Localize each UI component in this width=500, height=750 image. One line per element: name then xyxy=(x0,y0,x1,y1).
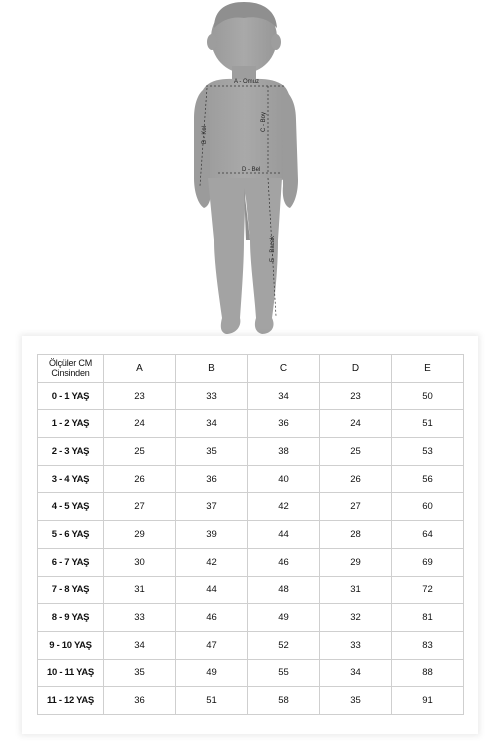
value-cell: 55 xyxy=(248,659,320,687)
table-row xyxy=(38,521,464,549)
value-cell: 53 xyxy=(392,438,464,466)
value-cell: 50 xyxy=(392,382,464,410)
value-cell: 33 xyxy=(320,631,392,659)
value-cell: 42 xyxy=(176,548,248,576)
value-cell: 46 xyxy=(176,604,248,632)
value-cell: 72 xyxy=(392,576,464,604)
age-cell: 4 - 5 YAŞ xyxy=(38,493,104,521)
table-row xyxy=(38,548,464,576)
size-chart-card xyxy=(22,336,478,734)
age-cell: 11 - 12 YAŞ xyxy=(38,687,104,715)
value-cell: 27 xyxy=(320,493,392,521)
silhouette-right-leg xyxy=(244,178,282,334)
value-cell: 34 xyxy=(176,410,248,438)
age-cell: 3 - 4 YAŞ xyxy=(38,465,104,493)
value-cell: 34 xyxy=(248,382,320,410)
value-cell: 35 xyxy=(104,659,176,687)
size-chart-table xyxy=(37,354,464,715)
age-cell: 9 - 10 YAŞ xyxy=(38,631,104,659)
table-row xyxy=(38,687,464,715)
value-cell: 38 xyxy=(248,438,320,466)
value-cell: 29 xyxy=(104,521,176,549)
value-cell: 88 xyxy=(392,659,464,687)
value-cell: 60 xyxy=(392,493,464,521)
value-cell: 52 xyxy=(248,631,320,659)
table-header-row xyxy=(38,355,464,383)
value-cell: 46 xyxy=(248,548,320,576)
age-cell: 5 - 6 YAŞ xyxy=(38,521,104,549)
silhouette-right-arm xyxy=(282,88,298,208)
value-cell: 44 xyxy=(176,576,248,604)
table-row xyxy=(38,465,464,493)
value-cell: 35 xyxy=(176,438,248,466)
value-cell: 26 xyxy=(320,465,392,493)
age-cell: 7 - 8 YAŞ xyxy=(38,576,104,604)
value-cell: 24 xyxy=(320,410,392,438)
label-d-bel: D - Bel xyxy=(242,167,261,173)
label-a-omuz: A - Omuz xyxy=(234,79,260,85)
value-cell: 24 xyxy=(104,410,176,438)
value-cell: 31 xyxy=(320,576,392,604)
age-cell: 1 - 2 YAŞ xyxy=(38,410,104,438)
value-cell: 34 xyxy=(104,631,176,659)
value-cell: 29 xyxy=(320,548,392,576)
value-cell: 33 xyxy=(104,604,176,632)
age-cell: 8 - 9 YAŞ xyxy=(38,604,104,632)
unit-header-cell xyxy=(38,355,104,383)
value-cell: 91 xyxy=(392,687,464,715)
value-cell: 23 xyxy=(320,382,392,410)
unit-header-line2: Cinsinden xyxy=(51,368,90,379)
column-header-d: D xyxy=(320,355,392,383)
value-cell: 42 xyxy=(248,493,320,521)
table-row xyxy=(38,576,464,604)
value-cell: 26 xyxy=(104,465,176,493)
silhouette-left-leg xyxy=(208,178,246,334)
table-row xyxy=(38,493,464,521)
table-row xyxy=(38,382,464,410)
value-cell: 51 xyxy=(176,687,248,715)
label-b-kol: B - Kol xyxy=(202,125,208,144)
value-cell: 49 xyxy=(248,604,320,632)
age-cell: 2 - 3 YAŞ xyxy=(38,438,104,466)
value-cell: 44 xyxy=(248,521,320,549)
age-cell: 6 - 7 YAŞ xyxy=(38,548,104,576)
value-cell: 23 xyxy=(104,382,176,410)
value-cell: 25 xyxy=(320,438,392,466)
unit-header-line1: Ölçüler CM xyxy=(48,358,92,369)
age-cell: 10 - 11 YAŞ xyxy=(38,659,104,687)
column-header-e: E xyxy=(392,355,464,383)
silhouette-torso xyxy=(198,79,292,180)
value-cell: 39 xyxy=(176,521,248,549)
value-cell: 47 xyxy=(176,631,248,659)
table-row xyxy=(38,438,464,466)
table-row xyxy=(38,410,464,438)
table-row xyxy=(38,659,464,687)
table-row xyxy=(38,631,464,659)
value-cell: 30 xyxy=(104,548,176,576)
column-header-c: C xyxy=(248,355,320,383)
value-cell: 36 xyxy=(248,410,320,438)
value-cell: 32 xyxy=(320,604,392,632)
child-silhouette-diagram xyxy=(0,0,500,340)
table-row xyxy=(38,604,464,632)
value-cell: 25 xyxy=(104,438,176,466)
value-cell: 31 xyxy=(104,576,176,604)
value-cell: 34 xyxy=(320,659,392,687)
value-cell: 58 xyxy=(248,687,320,715)
value-cell: 36 xyxy=(104,687,176,715)
value-cell: 64 xyxy=(392,521,464,549)
child-measurement-figure xyxy=(0,0,500,340)
column-header-a: A xyxy=(104,355,176,383)
value-cell: 81 xyxy=(392,604,464,632)
value-cell: 33 xyxy=(176,382,248,410)
value-cell: 37 xyxy=(176,493,248,521)
age-cell: 0 - 1 YAŞ xyxy=(38,382,104,410)
value-cell: 83 xyxy=(392,631,464,659)
value-cell: 28 xyxy=(320,521,392,549)
value-cell: 56 xyxy=(392,465,464,493)
column-header-b: B xyxy=(176,355,248,383)
value-cell: 40 xyxy=(248,465,320,493)
value-cell: 36 xyxy=(176,465,248,493)
label-c-boy: C - Boy xyxy=(261,111,267,132)
value-cell: 48 xyxy=(248,576,320,604)
value-cell: 49 xyxy=(176,659,248,687)
value-cell: 35 xyxy=(320,687,392,715)
value-cell: 27 xyxy=(104,493,176,521)
label-e-bacak: E - Bacak xyxy=(270,235,276,262)
value-cell: 69 xyxy=(392,548,464,576)
value-cell: 51 xyxy=(392,410,464,438)
